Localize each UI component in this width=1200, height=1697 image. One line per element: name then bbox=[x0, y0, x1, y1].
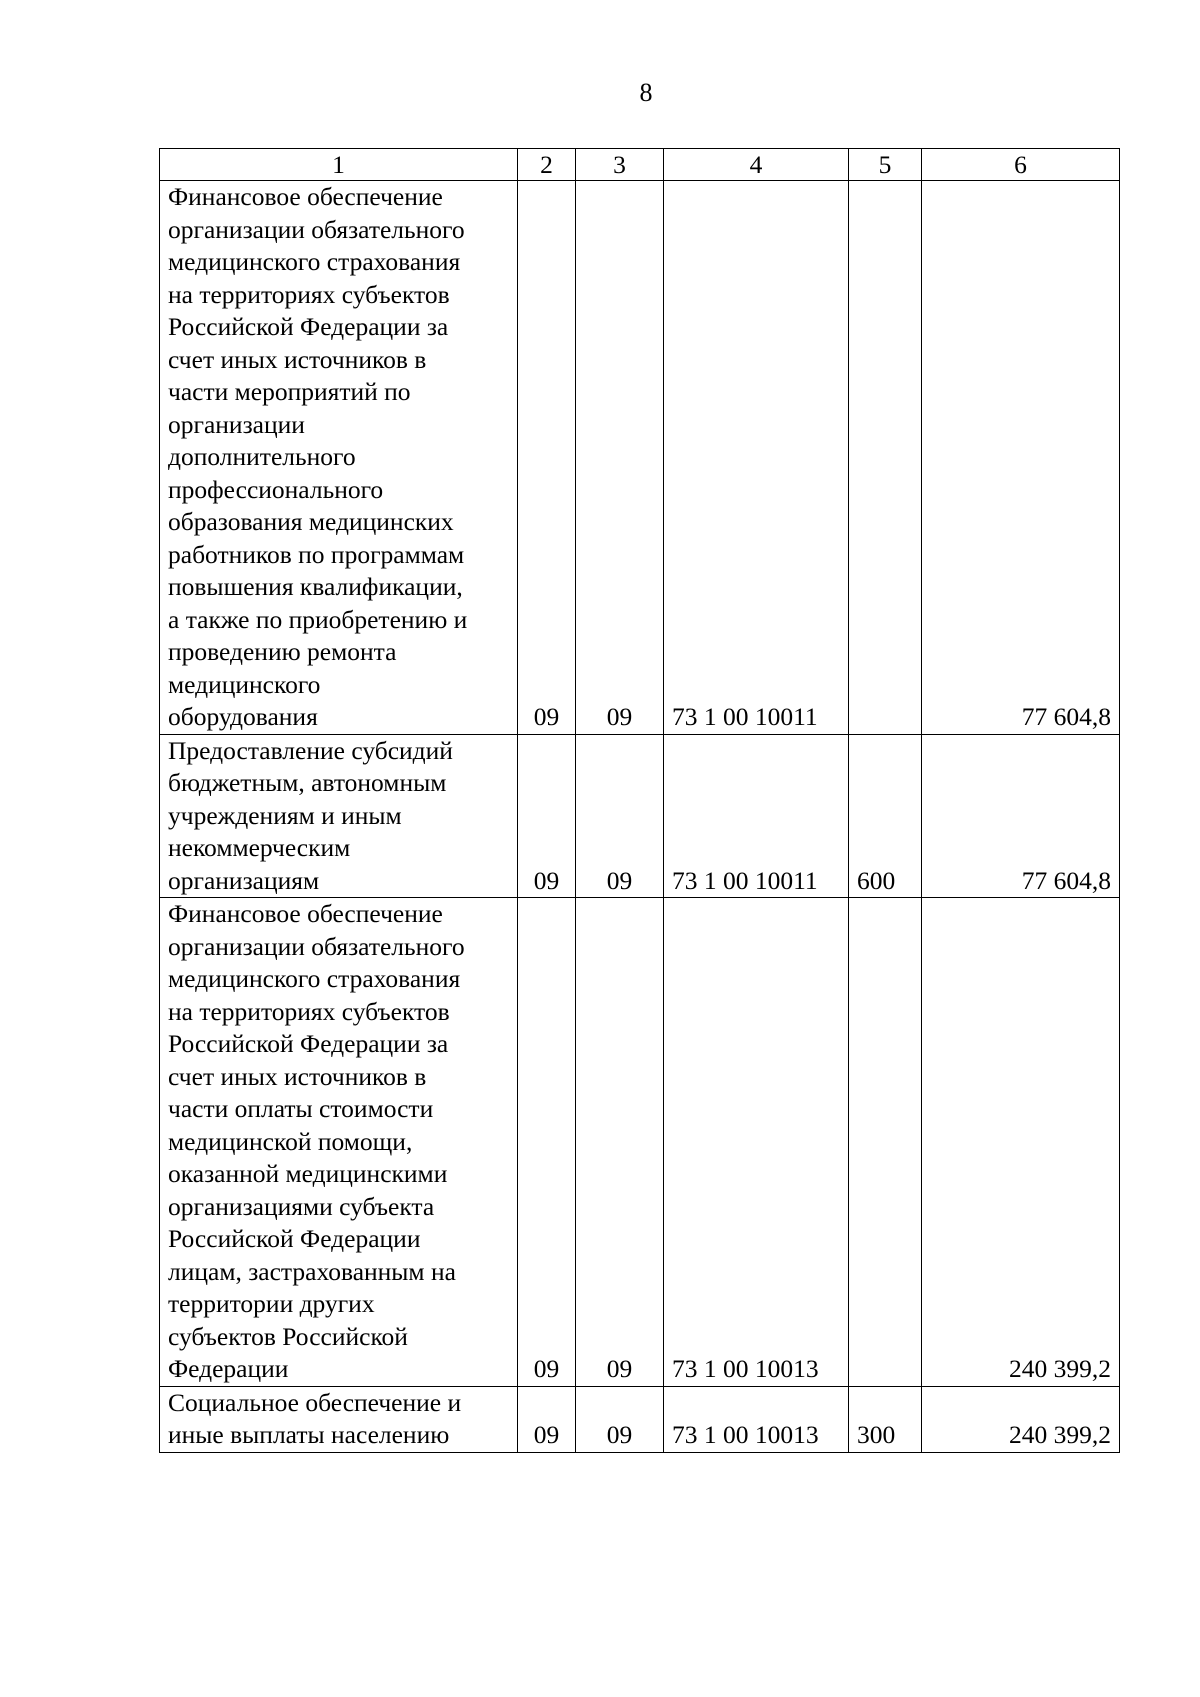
row-section-code: 09 bbox=[518, 181, 576, 735]
table-header-row bbox=[160, 149, 1120, 181]
row-amount: 77 604,8 bbox=[922, 181, 1120, 735]
row-name: Социальное обеспечение и иные выплаты населению bbox=[160, 1386, 518, 1452]
column-header-3: 3 bbox=[576, 149, 664, 181]
row-section-code: 09 bbox=[518, 734, 576, 898]
row-section-code: 09 bbox=[518, 898, 576, 1387]
row-name: Финансовое обеспечение организации обязательного медицинского страхования на территориях субъектов Российской Федерации за счет иных источников в части оплаты стоимости медицинской помощи, оказанной медицинскими организациями субъекта Российской Федерации лицам, застрахованным на территории других субъектов Российской Федерации bbox=[160, 898, 518, 1387]
row-amount: 240 399,2 bbox=[922, 1386, 1120, 1452]
row-target-article-code: 73 1 00 10013 bbox=[664, 1386, 849, 1452]
column-header-6: 6 bbox=[922, 149, 1120, 181]
row-amount: 77 604,8 bbox=[922, 734, 1120, 898]
column-header-1: 1 bbox=[160, 149, 518, 181]
table-row bbox=[160, 181, 1120, 735]
row-subsection-code: 09 bbox=[576, 898, 664, 1387]
row-subsection-code: 09 bbox=[576, 181, 664, 735]
row-expense-type-code bbox=[849, 898, 922, 1387]
row-name: Финансовое обеспечение организации обязательного медицинского страхования на территориях субъектов Российской Федерации за счет иных источников в части мероприятий по организации дополнительного профессионального образования медицинских работников по программам повышения квалификации, а также по приобретению и проведению ремонта медицинского оборудования bbox=[160, 181, 518, 735]
page-number: 8 bbox=[639, 78, 653, 107]
row-subsection-code: 09 bbox=[576, 734, 664, 898]
row-subsection-code: 09 bbox=[576, 1386, 664, 1452]
budget-table bbox=[159, 148, 1120, 1453]
row-name: Предоставление субсидий бюджетным, автономным учреждениям и иным некоммерческим организациям bbox=[160, 734, 518, 898]
table-row bbox=[160, 898, 1120, 1387]
column-header-5: 5 bbox=[849, 149, 922, 181]
row-target-article-code: 73 1 00 10011 bbox=[664, 734, 849, 898]
row-target-article-code: 73 1 00 10011 bbox=[664, 181, 849, 735]
row-expense-type-code bbox=[849, 181, 922, 735]
row-amount: 240 399,2 bbox=[922, 898, 1120, 1387]
row-target-article-code: 73 1 00 10013 bbox=[664, 898, 849, 1387]
column-header-2: 2 bbox=[518, 149, 576, 181]
row-section-code: 09 bbox=[518, 1386, 576, 1452]
row-expense-type-code: 300 bbox=[849, 1386, 922, 1452]
table-row bbox=[160, 734, 1120, 898]
column-header-4: 4 bbox=[664, 149, 849, 181]
table-row bbox=[160, 1386, 1120, 1452]
row-expense-type-code: 600 bbox=[849, 734, 922, 898]
